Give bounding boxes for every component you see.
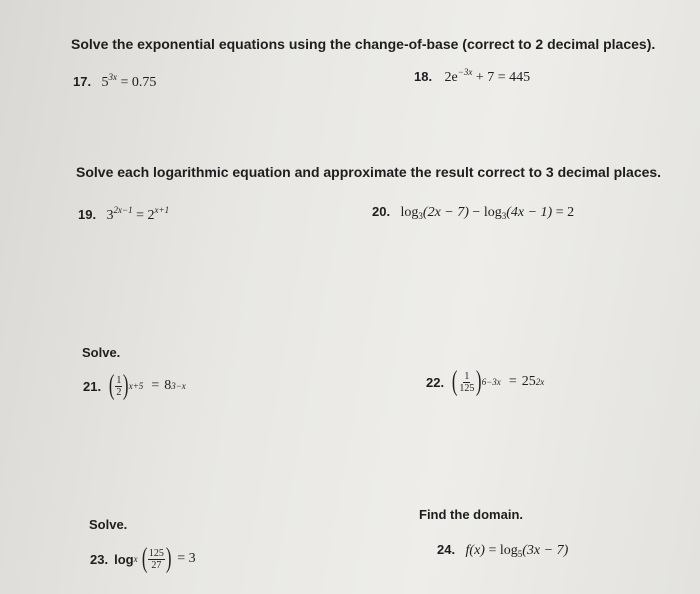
- left-base: 3: [106, 208, 114, 223]
- problem-22: [426, 368, 544, 396]
- problem-24: [437, 541, 568, 559]
- problem-18-equation: [444, 67, 531, 85]
- right-exponent: x+1: [154, 205, 170, 215]
- problem-number: 21.: [83, 378, 102, 394]
- log-label: log: [114, 551, 134, 567]
- denominator: 2: [116, 386, 122, 398]
- problem-19-equation: [106, 205, 170, 223]
- problem-18: [414, 68, 530, 86]
- problem-22-equation: ( $\frac{1}{125}$ ) 6−3x = 25 2x: [451, 366, 545, 397]
- fraction-group: [140, 545, 174, 573]
- right-base: 8: [164, 378, 172, 393]
- rhs: = 3: [177, 551, 196, 566]
- log-2-base: 3: [501, 211, 507, 221]
- coefficient: 2e: [444, 70, 458, 85]
- fraction: [115, 375, 122, 398]
- problem-number: 20.: [372, 204, 391, 219]
- log-1: log: [400, 205, 419, 220]
- problem-20: [372, 203, 574, 221]
- fraction-group: [107, 372, 131, 400]
- problem-20-equation: [401, 205, 575, 220]
- fraction-group: [450, 368, 484, 396]
- function-name: f: [465, 543, 470, 558]
- right-base: 25: [521, 374, 536, 389]
- problem-24-equation: [466, 543, 569, 558]
- solve-label-1: Solve.: [82, 345, 121, 360]
- right-paren: ): [123, 370, 129, 401]
- problem-19: [78, 206, 169, 224]
- problem-21-equation: ( $\frac{1}{2}$ ) x+5 = 8 3−x: [108, 370, 186, 401]
- numerator: 125: [148, 547, 164, 559]
- section-heading-logarithmic: Solve each logarithmic equation and approximate the result correct to 3 decimal places.: [76, 164, 662, 180]
- right-base: 2: [147, 208, 155, 223]
- equals-sign: =: [151, 378, 160, 393]
- problem-23-equation: log x ( $\frac{125}{27}$ ) = 3: [114, 543, 196, 574]
- problem-17-equation: [101, 72, 157, 90]
- problem-17: [73, 73, 156, 91]
- equals-sign: =: [508, 374, 517, 389]
- log-1-base: 3: [418, 211, 423, 221]
- log-argument: (3x − 7): [522, 543, 569, 558]
- problem-number: 24.: [437, 542, 456, 557]
- left-paren: (: [141, 543, 148, 574]
- exponent: 3x: [108, 72, 118, 82]
- fraction: [148, 548, 165, 571]
- numerator: 1: [464, 370, 470, 382]
- problem-23: [90, 545, 196, 573]
- right-paren: ): [476, 366, 482, 397]
- left-paren: (: [108, 370, 115, 401]
- problem-number: 18.: [414, 69, 433, 84]
- left-exponent: 2x−1: [113, 205, 133, 215]
- exponent: −3x: [457, 67, 473, 77]
- log-2-argument: (4x − 1): [506, 205, 553, 220]
- fraction: [458, 371, 475, 394]
- rhs: = 0.75: [120, 75, 157, 90]
- log-base: 5: [517, 549, 523, 559]
- problem-number: 17.: [73, 74, 92, 89]
- problem-21: [83, 372, 186, 400]
- minus-sign: −: [472, 205, 481, 220]
- log-2: log: [483, 205, 502, 220]
- denominator: 125: [459, 382, 475, 394]
- problem-number: 23.: [90, 551, 109, 567]
- solve-label-2: Solve.: [89, 517, 128, 532]
- denominator: 27: [151, 559, 162, 571]
- rest: + 7 = 445: [475, 70, 531, 85]
- find-domain-label: Find the domain.: [419, 507, 523, 522]
- equals-sign: =: [136, 208, 145, 223]
- numerator: 1: [116, 374, 122, 386]
- rhs: = 2: [555, 205, 575, 220]
- equals-log: = log: [488, 543, 518, 558]
- log-1-argument: (2x − 7): [422, 205, 469, 220]
- right-paren: ): [165, 543, 172, 574]
- function-variable: (x): [469, 543, 485, 558]
- problem-number: 22.: [426, 374, 445, 390]
- section-heading-exponential: Solve the exponential equations using the change-of-base (correct to 2 decimal places).: [71, 36, 656, 52]
- base: 5: [101, 75, 109, 90]
- left-paren: (: [451, 366, 458, 397]
- problem-number: 19.: [78, 207, 97, 222]
